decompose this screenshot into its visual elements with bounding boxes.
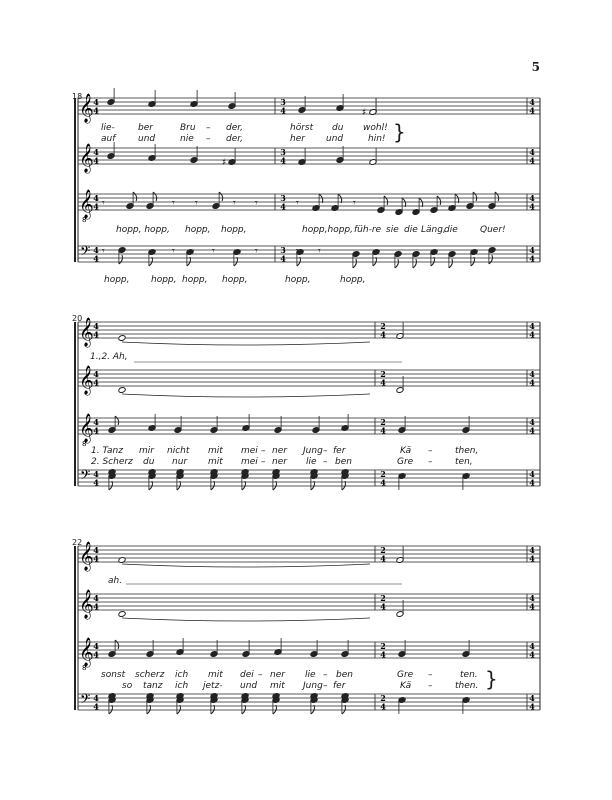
lyric: hin! [368, 134, 386, 144]
time-signature: 2 [380, 593, 386, 603]
time-signature: 4 [529, 553, 535, 564]
note-flag [449, 259, 453, 268]
lyric: – [428, 446, 433, 456]
time-signature: 4 [93, 155, 99, 166]
treble-clef-icon: 𝄞 [79, 365, 94, 394]
time-signature: 4 [529, 201, 535, 212]
note-flag [133, 192, 137, 201]
time-signature: 4 [280, 155, 286, 166]
lyric: lie [305, 670, 316, 680]
time-signature: 4 [93, 147, 99, 157]
time-signature: 4 [380, 701, 386, 712]
lyric: mit [208, 457, 223, 467]
note-head [118, 611, 126, 618]
lyric: Jung [303, 681, 323, 691]
time-signature: 4 [529, 641, 535, 651]
time-signature: 4 [93, 701, 99, 712]
lyric: nur [172, 457, 188, 467]
lyric: 1. Tanz [91, 446, 123, 456]
octave-marker: 8 [82, 664, 87, 672]
time-signature: 4 [93, 601, 99, 612]
note-flag [353, 259, 357, 268]
time-signature: 4 [529, 477, 535, 488]
time-signature: 2 [380, 321, 386, 331]
note-flag [115, 640, 119, 649]
time-signature: 4 [529, 593, 535, 603]
time-signature: 4 [529, 329, 535, 340]
time-signature: 4 [529, 97, 535, 107]
time-signature: 3 [280, 97, 286, 107]
time-signature: 4 [380, 601, 386, 612]
time-signature: 3 [280, 147, 286, 157]
octave-marker: 8 [82, 216, 87, 224]
eighth-rest-icon: 𝄾 [102, 246, 105, 257]
note-head [118, 557, 126, 564]
lyric: ben [335, 457, 352, 467]
lyric: mit [208, 446, 223, 456]
lyric: – [323, 670, 328, 680]
lyric: ah. [108, 576, 123, 586]
lyric: und [326, 134, 344, 144]
time-signature: 2 [380, 417, 386, 427]
lyric: tanz [143, 681, 163, 691]
time-signature: 4 [93, 369, 99, 379]
lyric: ner [272, 446, 287, 456]
lyric: then, [455, 446, 479, 456]
treble-clef-icon: 𝄞 [79, 317, 94, 346]
time-signature: 4 [529, 417, 535, 427]
tie [122, 394, 370, 397]
lyric: – [428, 670, 433, 680]
note-flag [153, 192, 157, 201]
lyric: auf [101, 134, 116, 144]
lyric: Kä [400, 446, 412, 456]
note-flag [413, 259, 417, 268]
treble-clef-icon: 𝄞 [79, 93, 94, 122]
time-signature: 4 [280, 253, 286, 264]
time-signature: 4 [93, 641, 99, 651]
time-signature: 4 [529, 369, 535, 379]
time-signature: 4 [93, 477, 99, 488]
bass-clef-icon: 𝄢 [80, 691, 91, 710]
time-signature: 4 [529, 253, 535, 264]
lyric: sonst [101, 670, 126, 680]
lyric: füh-re [354, 225, 382, 235]
eighth-rest-icon: 𝄾 [212, 246, 215, 257]
lyric: du [332, 123, 344, 133]
bass-clef-icon: 𝄢 [80, 467, 91, 486]
time-signature: 4 [93, 469, 99, 479]
time-signature: 4 [280, 201, 286, 212]
eighth-rest-icon: 𝄾 [255, 246, 258, 257]
lyric: der, [226, 134, 243, 144]
lyric: so [122, 681, 133, 691]
lyric: hopp, hopp, [116, 225, 170, 235]
time-signature: 4 [93, 253, 99, 264]
time-signature: 4 [529, 469, 535, 479]
lyric: Kä [400, 681, 412, 691]
treble-clef-icon: 𝄞 [79, 541, 94, 570]
note-flag [395, 259, 399, 268]
treble-clef-icon: 𝄞 [79, 637, 94, 666]
time-signature: 4 [93, 97, 99, 107]
lyric: mei [241, 457, 258, 467]
lyric: der, [226, 123, 243, 133]
lyric: 1.,2. Ah, [90, 352, 128, 362]
time-signature: 4 [93, 321, 99, 331]
eighth-rest-icon: 𝄾 [102, 198, 105, 209]
lyric: lie- [101, 123, 115, 133]
lyric: fer [333, 681, 346, 691]
lyric: – [261, 457, 266, 467]
note-flag [437, 196, 441, 205]
lyric: nicht [167, 446, 190, 456]
tie [122, 618, 370, 621]
time-signature: 4 [529, 155, 535, 166]
time-signature: 4 [93, 593, 99, 603]
lyric: Bru [180, 123, 196, 133]
octave-marker: 8 [82, 440, 87, 448]
tie [122, 342, 370, 345]
lyric: hopp, [151, 275, 177, 285]
note-flag [115, 416, 119, 425]
lyric: fer [333, 446, 346, 456]
time-signature: 4 [529, 425, 535, 436]
sharp-sign: ♯ [362, 108, 367, 118]
lyric: 2. Scherz [91, 457, 133, 467]
eighth-rest-icon: 𝄾 [255, 198, 258, 209]
time-signature: 4 [93, 329, 99, 340]
lyric: ber [138, 123, 153, 133]
time-signature: 4 [529, 693, 535, 703]
time-signature: 4 [529, 545, 535, 555]
lyric: hopp, [104, 275, 130, 285]
note-flag [473, 192, 477, 201]
time-signature: 4 [529, 147, 535, 157]
time-signature: 4 [93, 649, 99, 660]
note-flag [384, 196, 388, 205]
time-signature: 4 [93, 545, 99, 555]
lyric: hopp, [185, 225, 211, 235]
treble-clef-icon: 𝄞 [79, 189, 94, 218]
lyric: hörst [290, 123, 314, 133]
lyric: wohl! [363, 123, 388, 133]
lyric: Quer! [480, 225, 506, 235]
lyric: dei [240, 670, 254, 680]
measure-number: 18 [72, 92, 83, 101]
time-signature: 4 [380, 553, 386, 564]
time-signature: 4 [529, 321, 535, 331]
time-signature: 4 [529, 193, 535, 203]
lyric-brace: } [485, 667, 498, 691]
time-signature: 4 [529, 245, 535, 255]
treble-clef-icon: 𝄞 [79, 589, 94, 618]
time-signature: 4 [93, 425, 99, 436]
eighth-rest-icon: 𝄾 [195, 198, 198, 209]
eighth-rest-icon: 𝄾 [233, 198, 236, 209]
lyric: Gre [397, 457, 414, 467]
lyric: ner [270, 670, 285, 680]
eighth-rest-icon: 𝄾 [318, 246, 321, 257]
lyric: ich [175, 670, 189, 680]
time-signature: 2 [380, 545, 386, 555]
time-signature: 4 [280, 105, 286, 116]
time-signature: 3 [280, 193, 286, 203]
lyric: ten. [460, 670, 478, 680]
eighth-rest-icon: 𝄾 [353, 198, 356, 209]
lyric: Läng, [421, 225, 446, 235]
time-signature: 2 [380, 641, 386, 651]
note-flag [219, 192, 223, 201]
lyric: du [143, 457, 155, 467]
lyric: hopp, [182, 275, 208, 285]
treble-clef-icon: 𝄞 [79, 413, 94, 442]
treble-clef-icon: 𝄞 [79, 143, 94, 172]
time-signature: 4 [529, 601, 535, 612]
lyric: Jung [303, 446, 323, 456]
time-signature: 4 [93, 377, 99, 388]
lyric: die [444, 225, 458, 235]
lyric: jetz- [203, 681, 223, 691]
note-flag [119, 255, 123, 264]
eighth-rest-icon: 𝄾 [296, 198, 299, 209]
time-signature: 4 [529, 105, 535, 116]
lyric: nie [180, 134, 194, 144]
bass-clef-icon: 𝄢 [80, 243, 91, 262]
time-signature: 4 [380, 377, 386, 388]
lyric: then. [455, 681, 479, 691]
lyric: und [240, 681, 258, 691]
time-signature: 3 [280, 245, 286, 255]
lyric: ner [272, 457, 287, 467]
eighth-rest-icon: 𝄾 [172, 198, 175, 209]
lyric: ten, [455, 457, 473, 467]
lyric: mir [139, 446, 154, 456]
lyric: hopp, [340, 275, 366, 285]
time-signature: 4 [93, 105, 99, 116]
lyric: – [323, 457, 328, 467]
tie [122, 564, 370, 567]
lyric: ich [175, 681, 189, 691]
lyric: hopp, [285, 275, 311, 285]
page-number: 5 [531, 60, 540, 74]
lyric: hopp, [221, 225, 247, 235]
lyric-brace: } [393, 120, 406, 144]
time-signature: 4 [93, 693, 99, 703]
lyric: – [206, 123, 211, 133]
measure-number: 22 [72, 538, 83, 547]
time-signature: 4 [93, 201, 99, 212]
lyric: – [258, 670, 263, 680]
lyric: – [261, 446, 266, 456]
time-signature: 4 [93, 417, 99, 427]
note-flag [495, 192, 499, 201]
note-head [118, 335, 126, 342]
time-signature: 2 [380, 369, 386, 379]
time-signature: 2 [380, 693, 386, 703]
time-signature: 4 [529, 377, 535, 388]
time-signature: 4 [529, 649, 535, 660]
lyric: her [290, 134, 305, 144]
time-signature: 4 [93, 245, 99, 255]
sharp-sign: ♯ [222, 158, 227, 168]
note-head [118, 387, 126, 394]
lyric: Gre [397, 670, 414, 680]
lyric: und [138, 134, 156, 144]
lyric: ben [336, 670, 353, 680]
lyric: – [428, 681, 433, 691]
lyric: lie [306, 457, 317, 467]
lyric: mei [241, 446, 258, 456]
lyric: sie [386, 225, 399, 235]
time-signature: 2 [380, 469, 386, 479]
measure-number: 20 [72, 314, 83, 323]
lyric: – [323, 681, 328, 691]
lyric: – [428, 457, 433, 467]
time-signature: 4 [93, 553, 99, 564]
time-signature: 4 [380, 425, 386, 436]
time-signature: 4 [529, 701, 535, 712]
lyric: – [323, 446, 328, 456]
lyric: scherz [135, 670, 165, 680]
lyric: mit [208, 670, 223, 680]
time-signature: 4 [93, 193, 99, 203]
lyric: hopp, [222, 275, 248, 285]
time-signature: 4 [380, 477, 386, 488]
time-signature: 4 [380, 649, 386, 660]
lyric: – [206, 134, 211, 144]
lyric: hopp,hopp, [302, 225, 353, 235]
note-flag [489, 255, 493, 264]
lyric: mit [270, 681, 285, 691]
eighth-rest-icon: 𝄾 [172, 246, 175, 257]
lyric: die [404, 225, 418, 235]
time-signature: 4 [380, 329, 386, 340]
